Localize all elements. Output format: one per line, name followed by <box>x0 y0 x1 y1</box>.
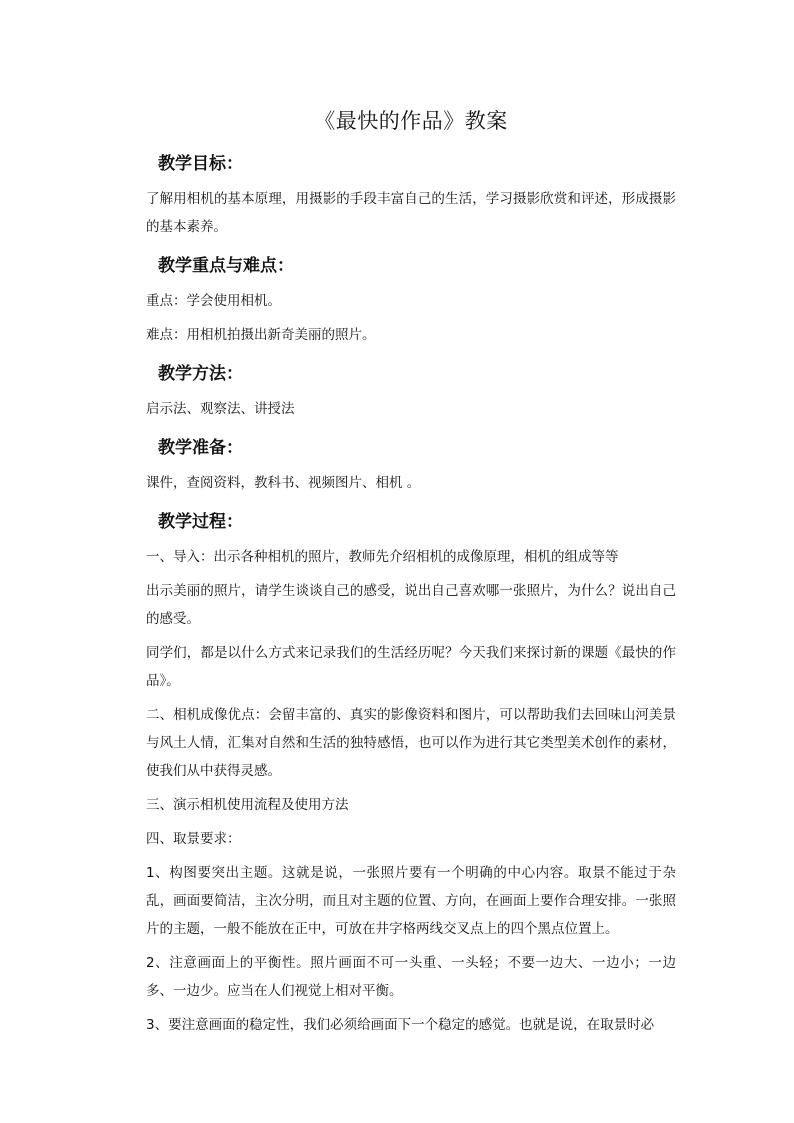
paragraph: 重点：学会使用相机。 <box>146 293 281 309</box>
paragraph: 难点：用相机拍摄出新奇美丽的照片。 <box>146 327 376 343</box>
paragraph: 1、构图要突出主题。这就是说，一张照片要有一个明确的中心内容。取景不能过于杂乱，画面要简洁，主次分明，而且对主题的位置、方向，在画面上要作合理安排。一张照片的主题，一般不能放在正中，可放在井字格两线交叉点上的四个黑点位置上。 <box>146 865 676 937</box>
heading-teaching-methods: 教学方法： <box>158 364 243 384</box>
document-title: 《最快的作品》教案 <box>314 109 508 133</box>
paragraph: 二、相机成像优点：会留丰富的、真实的影像资料和图片，可以帮助我们去回味山河美景与风土人情，汇集对自然和生活的独特感悟，也可以作为进行其它类型美术创作的素材，使我们从中获得灵感。 <box>146 707 676 779</box>
document-content <box>146 105 676 1045</box>
heading-key-points: 教学重点与难点： <box>158 256 294 276</box>
paragraph: 四、取景要求： <box>146 831 241 847</box>
heading-teaching-process: 教学过程： <box>158 512 243 532</box>
paragraph: 了解用相机的基本原理，用摄影的手段丰富自己的生活，学习摄影欣赏和评述，形成摄影的基本素养。 <box>146 191 676 235</box>
paragraph: 课件，查阅资料，教科书、视频图片、相机 。 <box>146 475 421 491</box>
paragraph: 一、导入：出示各种相机的照片，教师先介绍相机的成像原理，相机的组成等等 <box>146 549 619 565</box>
paragraph: 三、演示相机使用流程及使用方法 <box>146 797 349 813</box>
paragraph: 出示美丽的照片，请学生谈谈自己的感受，说出自己喜欢哪一张照片，为什么？说出自己的感受。 <box>146 583 676 627</box>
paragraph: 启示法、观察法、讲授法 <box>146 401 295 417</box>
heading-preparation: 教学准备： <box>158 438 243 458</box>
heading-teaching-goals: 教学目标： <box>158 154 243 174</box>
paragraph: 同学们，都是以什么方式来记录我们的生活经历呢？今天我们来探讨新的课题《最快的作品》。 <box>146 645 676 689</box>
paragraph: 2、注意画面上的平衡性。照片画面不可一头重、一头轻；不要一边大、一边小；一边多、一边少。应当在人们视觉上相对平衡。 <box>146 955 676 999</box>
paragraph: 3、要注意画面的稳定性，我们必须给画面下一个稳定的感觉。也就是说，在取景时必 <box>146 1017 655 1033</box>
